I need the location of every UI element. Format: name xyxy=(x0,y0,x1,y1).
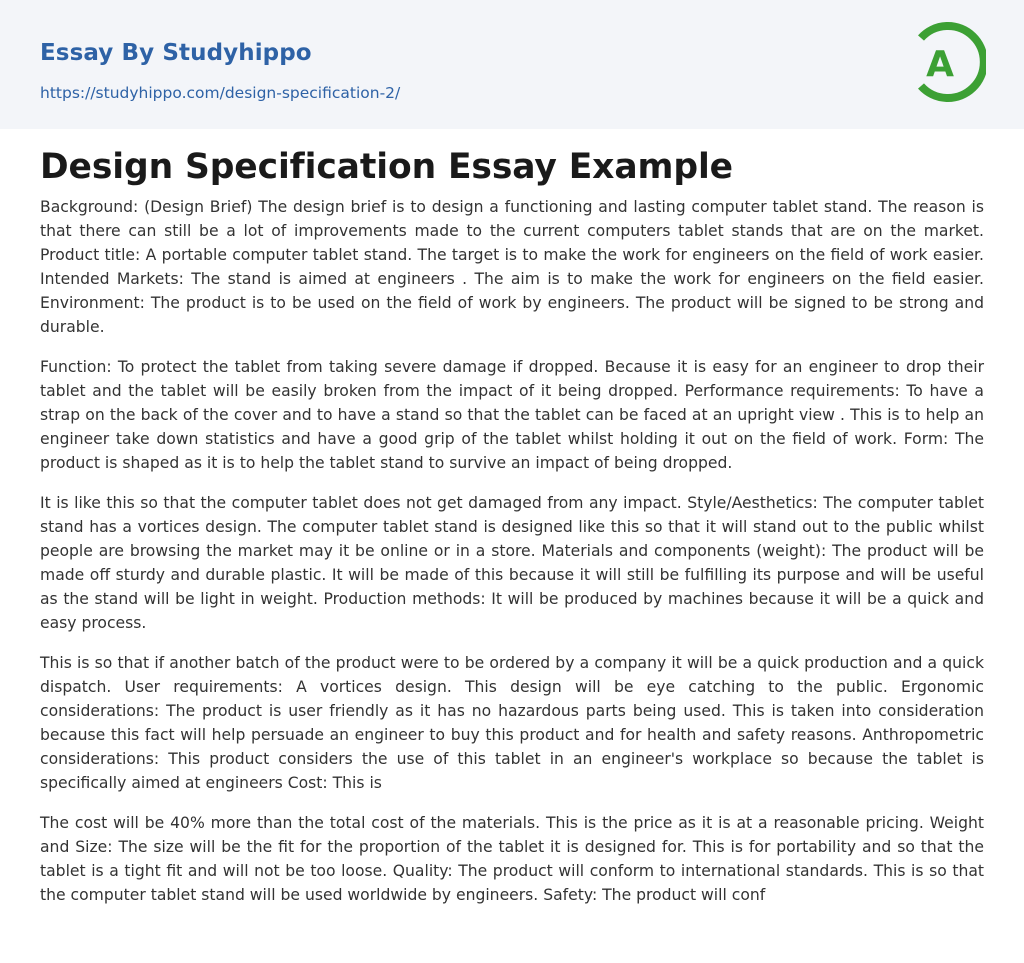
essay-paragraph: Function: To protect the tablet from taking severe damage if dropped. Because it is easy for an engineer to drop their tablet and the tablet will be easily broken from the impact of it being dropped. Performance requirements: To have a strap on the back of the cover and to have a stand so that the tablet can be faced at an upright view . This is to help an engineer take down statistics and have a good grip of the tablet whilst holding it out on the field of work. Form: The product is shaped as it is to help the tablet stand to survive an impact of being dropped. xyxy=(40,358,984,472)
source-url-link[interactable]: https://studyhippo.com/design-specification-2/ xyxy=(40,84,401,102)
essay-paragraph: The cost will be 40% more than the total cost of the materials. This is the price as it is at a reasonable pricing. Weight and Size: The size will be the fit for the proportion of the tablet it is designed for. This is for portability and so that the tablet is a tight fit and will not be too loose. Quality: The product will conform to international standards. This is so that the computer tablet stand will be used worldwide by engineers. Safety: The product will conf xyxy=(40,814,984,904)
page-title: Design Specification Essay Example xyxy=(40,147,733,187)
article xyxy=(40,145,984,923)
essay-paragraph: It is like this so that the computer tablet does not get damaged from any impact. Style/Aesthetics: The computer tablet stand has a vortices design. The computer tablet stand is designed like this so that it will stand out to the public whilst people are browsing the market may it be online or in a store. Materials and components (weight): The product will be made off sturdy and durable plastic. It will be made of this because it will still be fulfilling its purpose and will be useful as the stand will be light in weight. Production methods: It will be produced by machines because it will be a quick and easy process. xyxy=(40,494,984,632)
site-header xyxy=(0,0,1024,129)
essay-paragraph: This is so that if another batch of the product were to be ordered by a company it will be a quick production and a quick dispatch. User requirements: A vortices design. This design will be eye catching to the public. Ergonomic considerations: The product is user friendly as it has no hazardous parts being used. This is taken into consideration because this fact will help persuade an engineer to buy this product and for health and safety reasons. Anthropometric considerations: This product considers the use of this tablet in an engineer's workplace so because the tablet is specifically aimed at engineers Cost: This is xyxy=(40,654,984,792)
essay-paragraph: Background: (Design Brief) The design brief is to design a functioning and lasting computer tablet stand. The reason is that there can still be a lot of improvements made to the current computers tablet stands that are on the market. Product title: A portable computer tablet stand. The target is to make the work for engineers on the field of work easier. Intended Markets: The stand is aimed at engineers . The aim is to make the work for engineers on the field easier. Environment: The product is to be used on the field of work by engineers. The product will be signed to be strong and durable. xyxy=(40,198,984,336)
site-brand[interactable]: Essay By Studyhippo xyxy=(40,40,312,66)
studyhippo-logo-icon[interactable] xyxy=(912,19,986,105)
logo-letter: A xyxy=(926,44,954,85)
